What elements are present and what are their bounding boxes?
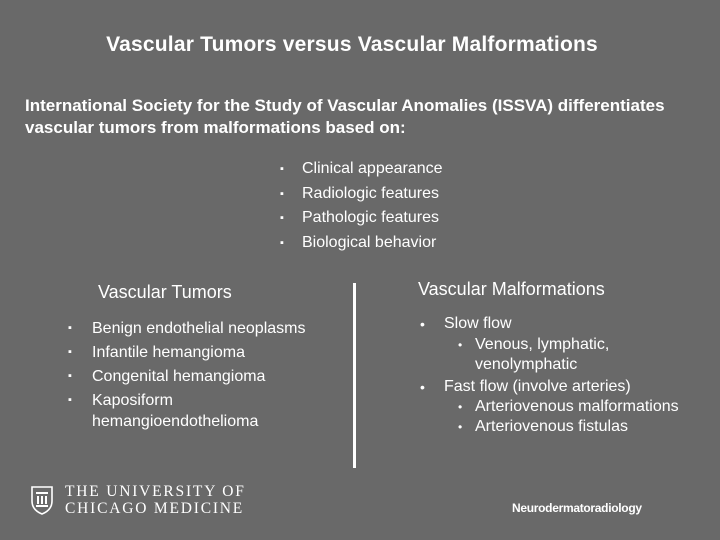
slide-title: Vascular Tumors versus Vascular Malformations — [106, 33, 598, 56]
intro-text: International Society for the Study of Vascular Anomalies (ISSVA) differentiates vascular tumors from malformations based on: — [25, 96, 665, 137]
vascular-tumors-heading: Vascular Tumors — [98, 282, 232, 302]
list-item — [420, 377, 710, 438]
sub-list — [444, 335, 710, 375]
sub-list-item: • Arteriovenous fistulas — [444, 417, 710, 437]
list-item-label: Fast flow (involve arteries) — [444, 377, 631, 395]
criteria-item: ▪ Clinical appearance — [280, 157, 443, 182]
criteria-list — [280, 157, 443, 255]
logo-text-line2: CHICAGO MEDICINE — [65, 500, 245, 517]
vascular-tumors-list — [68, 318, 318, 435]
vascular-malformations-list — [420, 314, 710, 439]
list-item: ▪ Benign endothelial neoplasms — [68, 318, 318, 339]
logo-text-line1: THE UNIVERSITY OF — [65, 483, 246, 500]
sub-list-item: • Arteriovenous malformations — [444, 397, 710, 417]
university-shield-icon — [30, 485, 54, 515]
university-logo — [30, 482, 260, 518]
list-item — [420, 314, 710, 375]
list-item: ▪ Infantile hemangioma — [68, 342, 318, 363]
column-divider — [353, 283, 356, 468]
sub-list — [444, 397, 710, 437]
list-item: ▪ Congenital hemangioma — [68, 366, 318, 387]
list-item: ▪ Kaposiform hemangioendothelioma — [68, 390, 318, 432]
sub-list-item: • Venous, lymphatic, venolymphatic — [444, 335, 710, 375]
criteria-item: ▪ Radiologic features — [280, 182, 443, 207]
list-item-label: Slow flow — [444, 315, 512, 332]
vascular-malformations-heading: Vascular Malformations — [418, 279, 605, 299]
criteria-item: ▪ Biological behavior — [280, 231, 443, 256]
footer-tag: Neurodermatoradiology — [512, 501, 642, 515]
criteria-item: ▪ Pathologic features — [280, 206, 443, 231]
